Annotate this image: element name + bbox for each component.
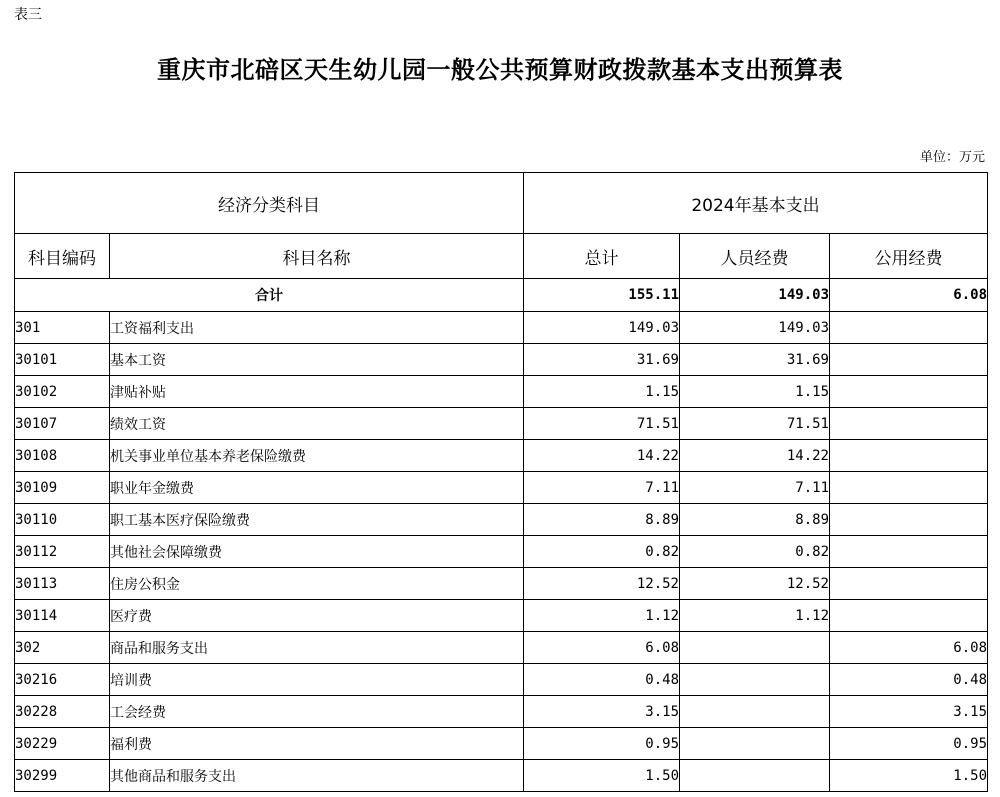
row-code: 30109 — [15, 472, 110, 504]
row-name: 商品和服务支出 — [110, 632, 524, 664]
header-name: 科目名称 — [110, 234, 524, 279]
row-total: 31.69 — [524, 344, 680, 376]
total-sum: 155.11 — [524, 279, 680, 312]
row-name: 津贴补贴 — [110, 376, 524, 408]
row-total: 6.08 — [524, 632, 680, 664]
table-row — [15, 728, 988, 760]
header-code: 科目编码 — [15, 234, 110, 279]
row-personnel — [680, 728, 830, 760]
row-name: 基本工资 — [110, 344, 524, 376]
row-public — [830, 600, 988, 632]
row-name: 住房公积金 — [110, 568, 524, 600]
row-personnel — [680, 760, 830, 792]
table-row — [15, 312, 988, 344]
table-row — [15, 376, 988, 408]
row-name: 职工基本医疗保险缴费 — [110, 504, 524, 536]
row-public: 0.48 — [830, 664, 988, 696]
row-personnel — [680, 696, 830, 728]
page-title: 重庆市北碚区天生幼儿园一般公共预算财政拨款基本支出预算表 — [157, 55, 843, 84]
table-row — [15, 440, 988, 472]
total-personnel: 149.03 — [680, 279, 830, 312]
table-row — [15, 536, 988, 568]
row-personnel: 1.15 — [680, 376, 830, 408]
row-code: 302 — [15, 632, 110, 664]
row-public: 1.50 — [830, 760, 988, 792]
row-total: 7.11 — [524, 472, 680, 504]
header-row-1 — [15, 173, 988, 234]
row-public — [830, 536, 988, 568]
row-name: 培训费 — [110, 664, 524, 696]
table-row — [15, 568, 988, 600]
row-total: 14.22 — [524, 440, 680, 472]
row-public — [830, 408, 988, 440]
unit-label: 单位：万元 — [919, 150, 985, 165]
table-row — [15, 664, 988, 696]
row-code: 30110 — [15, 504, 110, 536]
row-total: 0.48 — [524, 664, 680, 696]
row-personnel — [680, 664, 830, 696]
row-code: 30113 — [15, 568, 110, 600]
row-total: 1.15 — [524, 376, 680, 408]
row-total: 71.51 — [524, 408, 680, 440]
row-personnel: 31.69 — [680, 344, 830, 376]
table-row — [15, 760, 988, 792]
total-public: 6.08 — [830, 279, 988, 312]
table-number: 表三 — [14, 7, 42, 23]
row-public — [830, 504, 988, 536]
row-personnel: 12.52 — [680, 568, 830, 600]
row-personnel: 1.12 — [680, 600, 830, 632]
row-name: 福利费 — [110, 728, 524, 760]
row-public: 6.08 — [830, 632, 988, 664]
row-public — [830, 568, 988, 600]
row-code: 30228 — [15, 696, 110, 728]
table-row — [15, 408, 988, 440]
row-public — [830, 440, 988, 472]
row-name: 绩效工资 — [110, 408, 524, 440]
row-public: 0.95 — [830, 728, 988, 760]
row-personnel: 8.89 — [680, 504, 830, 536]
header-econ-category: 经济分类科目 — [15, 173, 524, 234]
table-row — [15, 472, 988, 504]
row-code: 30229 — [15, 728, 110, 760]
table-row — [15, 504, 988, 536]
row-code: 30108 — [15, 440, 110, 472]
row-public — [830, 376, 988, 408]
row-public — [830, 344, 988, 376]
header-row-2 — [15, 234, 988, 279]
budget-table — [14, 172, 988, 792]
row-total: 3.15 — [524, 696, 680, 728]
row-code: 30299 — [15, 760, 110, 792]
table-row — [15, 344, 988, 376]
table-row — [15, 696, 988, 728]
row-personnel: 149.03 — [680, 312, 830, 344]
row-personnel: 71.51 — [680, 408, 830, 440]
row-code: 30114 — [15, 600, 110, 632]
row-total: 0.82 — [524, 536, 680, 568]
row-code: 30112 — [15, 536, 110, 568]
header-basic-expense: 2024年基本支出 — [524, 173, 988, 234]
header-total: 总计 — [524, 234, 680, 279]
row-name: 其他社会保障缴费 — [110, 536, 524, 568]
row-public — [830, 312, 988, 344]
total-row — [15, 279, 988, 312]
row-code: 30102 — [15, 376, 110, 408]
row-name: 其他商品和服务支出 — [110, 760, 524, 792]
total-label: 合计 — [15, 279, 524, 312]
row-name: 机关事业单位基本养老保险缴费 — [110, 440, 524, 472]
row-name: 工资福利支出 — [110, 312, 524, 344]
row-code: 30216 — [15, 664, 110, 696]
header-personnel: 人员经费 — [680, 234, 830, 279]
row-total: 1.12 — [524, 600, 680, 632]
row-total: 0.95 — [524, 728, 680, 760]
row-code: 30101 — [15, 344, 110, 376]
row-public — [830, 472, 988, 504]
row-personnel: 0.82 — [680, 536, 830, 568]
row-personnel: 14.22 — [680, 440, 830, 472]
row-code: 301 — [15, 312, 110, 344]
header-public: 公用经费 — [830, 234, 988, 279]
row-total: 149.03 — [524, 312, 680, 344]
row-personnel — [680, 632, 830, 664]
row-total: 8.89 — [524, 504, 680, 536]
row-personnel: 7.11 — [680, 472, 830, 504]
row-public: 3.15 — [830, 696, 988, 728]
row-name: 职业年金缴费 — [110, 472, 524, 504]
row-name: 工会经费 — [110, 696, 524, 728]
row-total: 12.52 — [524, 568, 680, 600]
table-row — [15, 600, 988, 632]
row-name: 医疗费 — [110, 600, 524, 632]
row-total: 1.50 — [524, 760, 680, 792]
row-code: 30107 — [15, 408, 110, 440]
table-row — [15, 632, 988, 664]
